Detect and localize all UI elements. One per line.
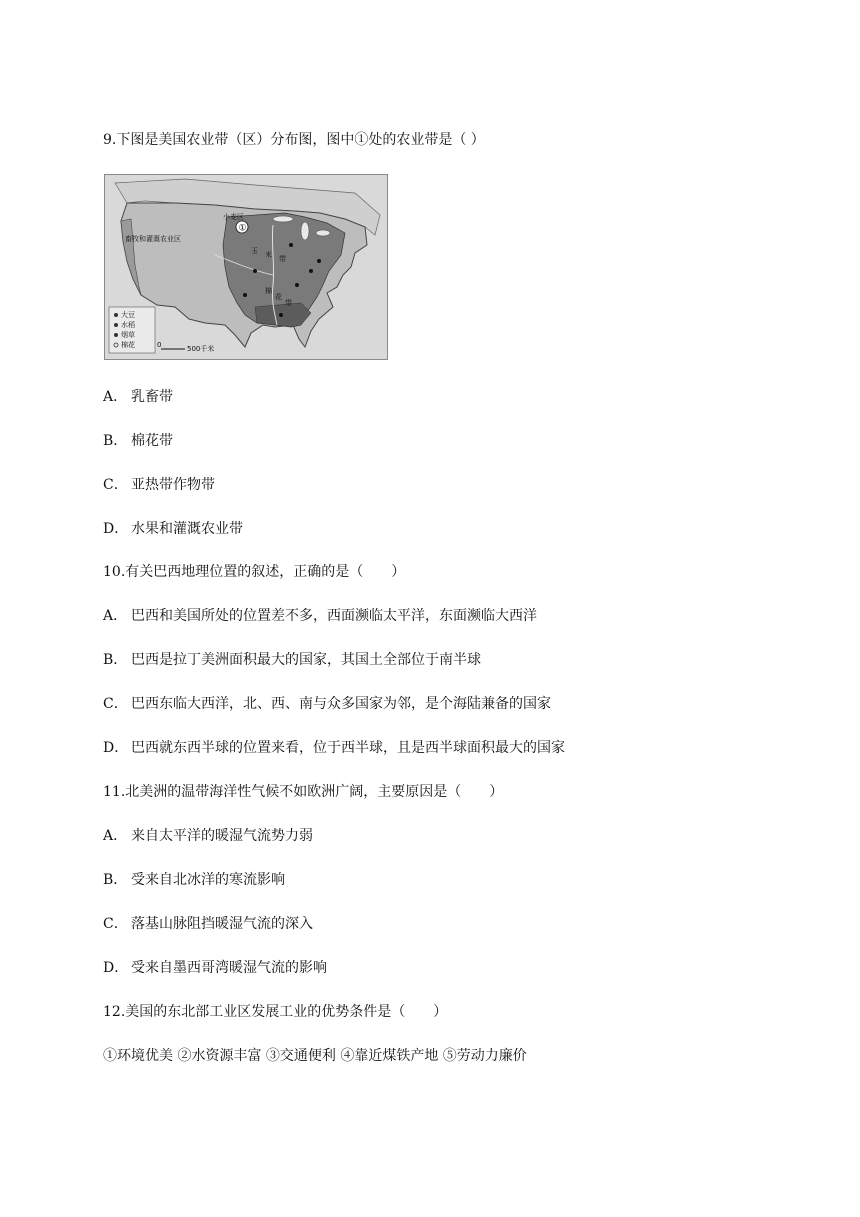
map-graphic: [105, 175, 387, 359]
question-11-stem: 11.北美洲的温带海洋性气候不如欧洲广阔，主要原因是（ ）: [103, 784, 504, 800]
legend-tobacco-icon: [114, 333, 118, 337]
q9-option-b[interactable]: [103, 432, 173, 450]
q11-option-b[interactable]: [103, 871, 285, 889]
option-letter: D．: [103, 521, 129, 537]
crop-symbol-icon: [309, 269, 313, 273]
option-letter: A．: [103, 828, 128, 844]
map-label-north: 小麦区: [223, 213, 244, 221]
crop-symbol-icon: [317, 259, 321, 263]
question-9-stem: 9.下图是美国农业带（区）分布图，图中①处的农业带是（ ）: [103, 132, 485, 148]
usa-agriculture-map: [104, 174, 388, 360]
option-letter: C．: [103, 916, 128, 932]
q10-option-a[interactable]: [103, 607, 537, 625]
option-text: 亚热带作物带: [131, 477, 215, 493]
great-lake-superior: [273, 216, 293, 222]
q9-option-d[interactable]: [103, 520, 243, 538]
question-10-stem: 10.有关巴西地理位置的叙述，正确的是（ ）: [103, 564, 406, 580]
option-text: 来自太平洋的暖湿气流势力弱: [131, 828, 313, 844]
legend-item-1: 大豆: [121, 311, 135, 319]
crop-symbol-icon: [243, 293, 247, 297]
cotton-char-2: 花: [275, 293, 282, 301]
option-letter: A．: [103, 389, 128, 405]
q10-option-d[interactable]: [103, 739, 565, 757]
q11-option-a[interactable]: [103, 827, 313, 845]
map-marker-1: ①: [238, 223, 247, 234]
option-text: 巴西是拉丁美洲面积最大的国家，其国土全部位于南半球: [131, 652, 481, 668]
option-text: 受来自墨西哥湾暖湿气流的影响: [131, 960, 327, 976]
q10-option-b[interactable]: [103, 651, 481, 669]
option-letter: A．: [103, 608, 128, 624]
corn-char-1: 玉: [251, 247, 258, 255]
option-letter: D．: [103, 740, 129, 756]
q9-option-c[interactable]: [103, 476, 215, 494]
corn-char-3: 带: [279, 255, 286, 263]
legend-rice-icon: [114, 323, 118, 327]
map-label-region-west: 畜牧和灌溉农业区: [125, 235, 181, 243]
crop-symbol-icon: [253, 269, 257, 273]
option-letter: B．: [103, 652, 128, 668]
crop-symbol-icon: [295, 283, 299, 287]
legend-item-4: 棉花: [121, 341, 135, 349]
great-lake-michigan: [301, 222, 309, 240]
option-text: 巴西和美国所处的位置差不多，西面濒临太平洋，东面濒临大西洋: [131, 608, 537, 624]
option-letter: C．: [103, 696, 128, 712]
legend-item-3: 烟草: [121, 331, 135, 339]
q11-option-c[interactable]: [103, 915, 313, 933]
option-text: 受来自北冰洋的寒流影响: [131, 872, 285, 888]
great-lake-erie: [316, 230, 330, 236]
option-text: 巴西就东西半球的位置来看，位于西半球，且是西半球面积最大的国家: [131, 740, 565, 756]
option-letter: D．: [103, 960, 129, 976]
q9-option-a[interactable]: [103, 388, 173, 406]
cotton-char-3: 带: [285, 299, 292, 307]
option-letter: C．: [103, 477, 128, 493]
cotton-char-1: 棉: [265, 287, 272, 295]
option-text: 巴西东临大西洋，北、西、南与众多国家为邻，是个海陆兼备的国家: [131, 696, 551, 712]
scale-label: 500千米: [187, 345, 215, 353]
crop-symbol-icon: [289, 243, 293, 247]
option-text: 水果和灌溉农业带: [131, 521, 243, 537]
option-text: 乳畜带: [131, 389, 173, 405]
crop-symbol-icon: [279, 313, 283, 317]
legend-soybean-icon: [114, 313, 118, 317]
scale-zero: 0: [157, 341, 162, 349]
q12-conditions: ①环境优美 ②水资源丰富 ③交通便利 ④靠近煤铁产地 ⑤劳动力廉价: [103, 1048, 527, 1064]
option-text: 棉花带: [131, 433, 173, 449]
q11-option-d[interactable]: [103, 959, 327, 977]
q10-option-c[interactable]: [103, 695, 551, 713]
legend-item-2: 水稻: [121, 321, 135, 329]
corn-char-2: 米: [265, 251, 272, 259]
option-letter: B．: [103, 433, 128, 449]
option-letter: B．: [103, 872, 128, 888]
question-12-stem: 12.美国的东北部工业区发展工业的优势条件是（ ）: [103, 1004, 448, 1020]
option-text: 落基山脉阻挡暖湿气流的深入: [131, 916, 313, 932]
